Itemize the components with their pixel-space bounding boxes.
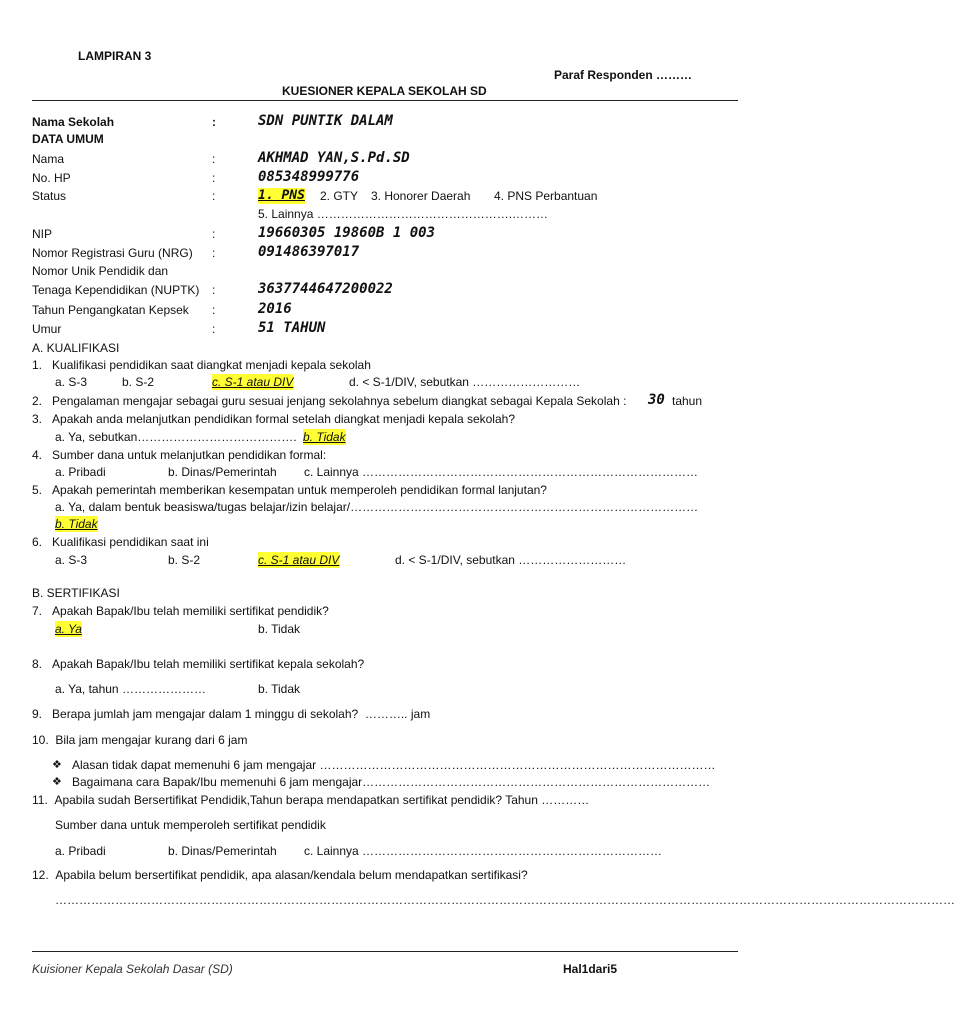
q5-text: 5. Apakah pemerintah memberikan kesempatan untuk memperoleh pendidikan formal lanjutan? — [32, 483, 547, 497]
lampiran-label: LAMPIRAN 3 — [78, 49, 152, 63]
q2-suffix: tahun — [672, 394, 703, 408]
q6-option-c-selected: c. S-1 atau DIV — [258, 553, 340, 567]
umur-value: 51 TAHUN — [258, 320, 326, 336]
status-option-pns-perbantuan: 4. PNS Perbantuan — [494, 189, 598, 203]
umur-label: Umur — [32, 322, 62, 336]
nuptk-label-line1: Nomor Unik Pendidik dan — [32, 264, 169, 278]
nrg-label: Nomor Registrasi Guru (NRG) — [32, 246, 193, 260]
q10-bullet-1: Alasan tidak dapat memenuhi 6 jam mengajar ……………………………………………………………………………………… — [72, 758, 716, 772]
nama-label: Nama — [32, 152, 65, 166]
status-option-gty: 2. GTY — [320, 189, 359, 203]
status-option-honorer: 3. Honorer Daerah — [371, 189, 471, 203]
colon: : — [212, 303, 216, 317]
colon: : — [212, 283, 216, 297]
q11-option-c: c. Lainnya ………………………………………………………………… — [304, 844, 663, 858]
q2-text: 2. Pengalaman mengajar sebagai guru sesuai jenjang sekolahnya sebelum diangkat sebagai Kepala Sekolah : — [32, 394, 627, 408]
hp-label: No. HP — [32, 171, 71, 185]
q4-option-c: c. Lainnya ………………………………………………………………………… — [304, 465, 699, 479]
diamond-bullet-icon: ❖ — [52, 776, 62, 788]
nama-value: AKHMAD YAN,S.Pd.SD — [258, 150, 410, 166]
nuptk-value: 3637744647200022 — [258, 281, 393, 297]
q5-option-b-selected: b. Tidak — [55, 517, 98, 531]
q8-option-b: b. Tidak — [258, 682, 301, 696]
q11-subtext: Sumber dana untuk memperoleh sertifikat pendidik — [55, 818, 326, 832]
q7-text: 7. Apakah Bapak/Ibu telah memiliki sertifikat pendidik? — [32, 604, 329, 618]
status-option-pns-selected: 1. PNS — [258, 188, 305, 203]
q5-option-a: a. Ya, dalam bentuk beasiswa/tugas belajar/izin belajar/…………………………………………………………………………… — [55, 500, 699, 514]
q4-text: 4. Sumber dana untuk melanjutkan pendidikan formal: — [32, 448, 327, 462]
q12-answer-line: ……………………………………………………………………………………………………………………………………………………………………………………………………… — [55, 893, 955, 907]
footer-title: Kuisioner Kepala Sekolah Dasar (SD) — [32, 962, 233, 976]
q12-text: 12. Apabila belum bersertifikat pendidik, apa alasan/kendala belum mendapatkan sertifikasi? — [32, 868, 528, 882]
section-b-title: B. SERTIFIKASI — [32, 586, 120, 600]
colon: : — [212, 171, 216, 185]
tahun-label: Tahun Pengangkatan Kepsek — [32, 303, 189, 317]
q6-option-d: d. < S-1/DIV, sebutkan ……………………… — [395, 553, 627, 567]
q3-text: 3. Apakah anda melanjutkan pendidikan formal setelah diangkat menjadi kepala sekolah? — [32, 412, 515, 426]
q8-option-a: a. Ya, tahun ………………… — [55, 682, 206, 696]
q6-option-a: a. S-3 — [55, 553, 88, 567]
status-label: Status — [32, 189, 67, 203]
q8-text: 8. Apakah Bapak/Ibu telah memiliki sertifikat kepala sekolah? — [32, 657, 365, 671]
colon: : — [212, 322, 216, 336]
q11-text: 11. Apabila sudah Bersertifikat Pendidik,Tahun berapa mendapatkan sertifikat pendidik? Tahun ………… — [32, 793, 590, 807]
q2-value: 30 — [648, 392, 665, 408]
q1-option-b: b. S-2 — [122, 375, 155, 389]
footer-divider — [32, 951, 738, 952]
q1-option-d: d. < S-1/DIV, sebutkan ……………………… — [349, 375, 581, 389]
q7-option-a-selected: a. Ya — [55, 622, 82, 636]
q4-option-a: a. Pribadi — [55, 465, 106, 479]
hp-value: 085348999776 — [258, 169, 360, 185]
q10-bullet-2: Bagaimana cara Bapak/Ibu memenuhi 6 jam mengajar…………………………………………………………………………… — [72, 775, 711, 789]
q6-option-b: b. S-2 — [168, 553, 201, 567]
q11-option-a: a. Pribadi — [55, 844, 106, 858]
nip-value: 19660305 19860B 1 003 — [258, 225, 436, 241]
q1-text: 1. Kualifikasi pendidikan saat diangkat menjadi kepala sekolah — [32, 358, 371, 372]
tahun-value: 2016 — [258, 301, 292, 317]
q3-option-a: a. Ya, sebutkan…………………………………. — [55, 430, 297, 444]
colon: : — [212, 115, 216, 129]
section-a-title: A. KUALIFIKASI — [32, 341, 120, 355]
nrg-value: 091486397017 — [258, 244, 360, 260]
q1-option-c-selected: c. S-1 atau DIV — [212, 375, 294, 389]
nip-label: NIP — [32, 227, 53, 241]
q6-text: 6. Kualifikasi pendidikan saat ini — [32, 535, 209, 549]
header-divider — [32, 100, 738, 101]
paraf-responden: Paraf Responden ……… — [554, 68, 693, 82]
q10-text: 10. Bila jam mengajar kurang dari 6 jam — [32, 733, 248, 747]
document-title: KUESIONER KEPALA SEKOLAH SD — [282, 84, 487, 98]
status-option-lainnya: 5. Lainnya ………………………………………….……… — [258, 207, 549, 221]
colon: : — [212, 189, 216, 203]
nama-sekolah-label: Nama Sekolah — [32, 115, 115, 129]
nama-sekolah-value: SDN PUNTIK DALAM — [258, 113, 393, 129]
q7-option-b: b. Tidak — [258, 622, 301, 636]
q11-option-b: b. Dinas/Pemerintah — [168, 844, 277, 858]
q4-option-b: b. Dinas/Pemerintah — [168, 465, 277, 479]
page-number: Hal1dari5 — [563, 962, 618, 976]
nuptk-label-line2: Tenaga Kependidikan (NUPTK) — [32, 283, 200, 297]
diamond-bullet-icon: ❖ — [52, 759, 62, 771]
colon: : — [212, 227, 216, 241]
data-umum-heading: DATA UMUM — [32, 132, 104, 146]
colon: : — [212, 246, 216, 260]
q9-text: 9. Berapa jumlah jam mengajar dalam 1 minggu di sekolah? ……….. jam — [32, 707, 431, 721]
q3-option-b-selected: b. Tidak — [303, 430, 346, 444]
colon: : — [212, 152, 216, 166]
q1-option-a: a. S-3 — [55, 375, 88, 389]
